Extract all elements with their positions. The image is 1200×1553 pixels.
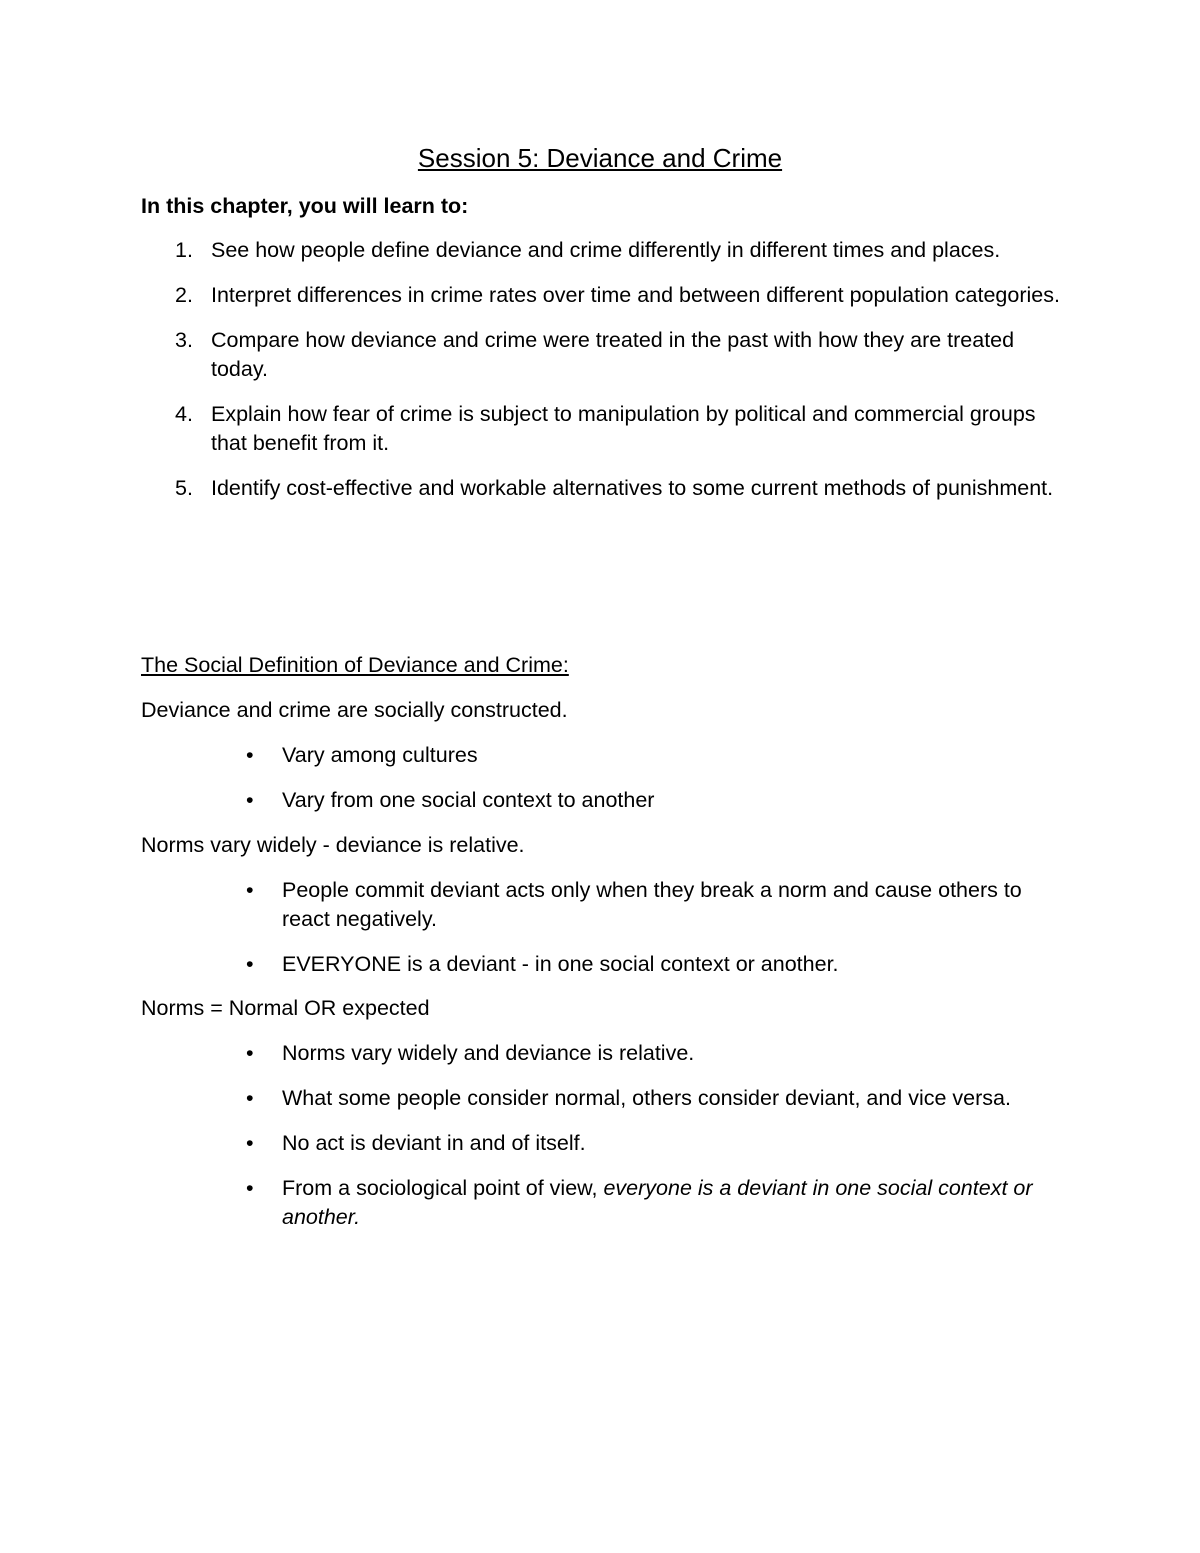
list-number: 5. xyxy=(175,476,193,500)
list-item xyxy=(141,474,1061,503)
list-item-text: See how people define deviance and crime differently in different times and places. xyxy=(211,238,1001,262)
list-item-text: Vary from one social context to another xyxy=(282,788,655,812)
paragraph-norms-definition: Norms = Normal OR expected xyxy=(141,996,430,1020)
list-item-text: Explain how fear of crime is subject to manipulation by political and commercial groups that benefit from it. xyxy=(211,402,1036,455)
intro-heading: In this chapter, you will learn to: xyxy=(141,194,469,218)
list-item-text: People commit deviant acts only when they break a norm and cause others to react negatively. xyxy=(282,878,1022,931)
bullet-list xyxy=(141,1039,1041,1248)
bullet-icon: • xyxy=(246,1086,254,1110)
list-item xyxy=(141,1174,1041,1232)
paragraph-norms-relative: Norms vary widely - deviance is relative. xyxy=(141,833,525,857)
list-number: 3. xyxy=(175,328,193,352)
list-item-text: Vary among cultures xyxy=(282,743,478,767)
bullet-icon: • xyxy=(246,788,254,812)
page-title: Session 5: Deviance and Crime xyxy=(417,143,783,173)
list-item-text: EVERYONE is a deviant - in one social context or another. xyxy=(282,952,839,976)
list-item-text: Interpret differences in crime rates over time and between different population categories. xyxy=(211,283,1060,307)
list-item xyxy=(141,741,1041,770)
bullet-list xyxy=(141,876,1041,995)
list-item-text: Identify cost-effective and workable alternatives to some current methods of punishment. xyxy=(211,476,1054,500)
list-item-text xyxy=(282,1176,1033,1229)
list-item xyxy=(141,326,1061,384)
list-item xyxy=(141,1129,1041,1158)
bullet-icon: • xyxy=(246,743,254,767)
list-item xyxy=(141,1084,1041,1113)
list-item xyxy=(141,876,1041,934)
list-item xyxy=(141,400,1061,458)
bullet-icon: • xyxy=(246,1176,254,1200)
section-heading: The Social Definition of Deviance and Crime: xyxy=(141,653,569,677)
list-item xyxy=(141,950,1041,979)
bullet-list xyxy=(141,741,1041,831)
list-item-text-plain: From a sociological point of view, xyxy=(282,1176,604,1200)
list-item xyxy=(141,236,1061,265)
list-item xyxy=(141,281,1061,310)
paragraph-socially-constructed: Deviance and crime are socially constructed. xyxy=(141,698,568,722)
list-item xyxy=(141,786,1041,815)
bullet-icon: • xyxy=(246,1131,254,1155)
bullet-icon: • xyxy=(246,1041,254,1065)
list-number: 2. xyxy=(175,283,193,307)
list-item-text: No act is deviant in and of itself. xyxy=(282,1131,586,1155)
objectives-list xyxy=(141,236,1061,519)
list-item-text: Compare how deviance and crime were treated in the past with how they are treated today. xyxy=(211,328,1015,381)
list-number: 1. xyxy=(175,238,193,262)
bullet-icon: • xyxy=(246,878,254,902)
list-number: 4. xyxy=(175,402,193,426)
list-item-text: Norms vary widely and deviance is relative. xyxy=(282,1041,695,1065)
bullet-icon: • xyxy=(246,952,254,976)
list-item xyxy=(141,1039,1041,1068)
list-item-text: What some people consider normal, others consider deviant, and vice versa. xyxy=(282,1086,1011,1110)
list-item-text-italic: everyone is a deviant in one social context or another. xyxy=(282,1176,1033,1229)
